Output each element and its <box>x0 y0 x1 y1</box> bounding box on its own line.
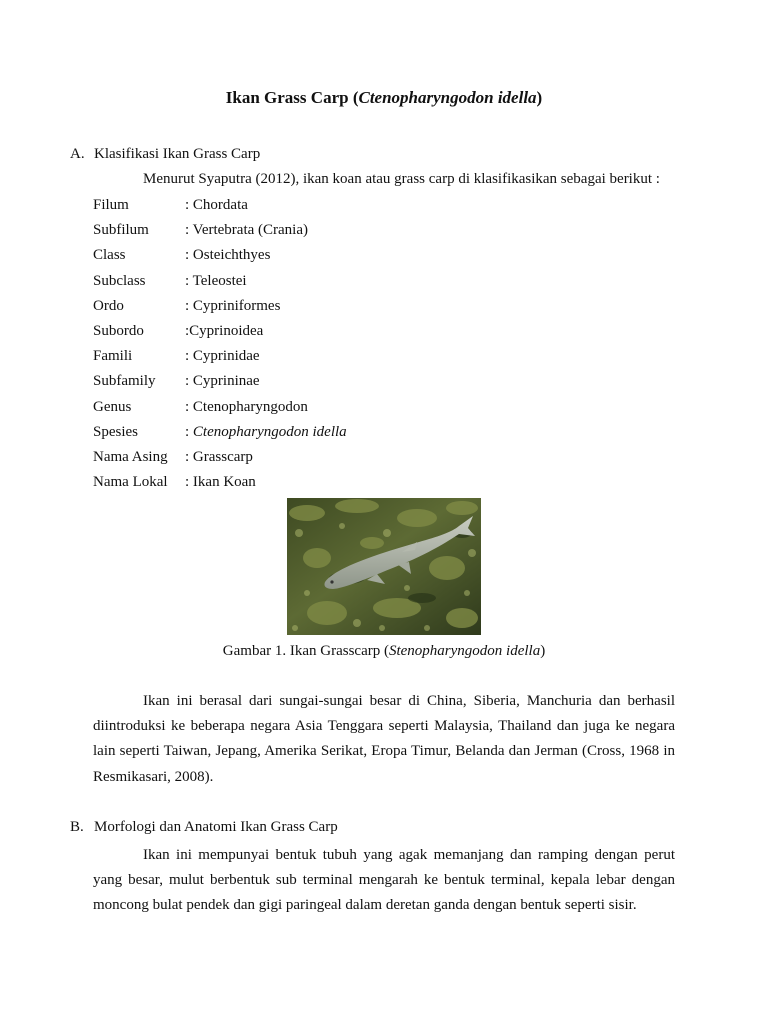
section-b-title: Morfologi dan Anatomi Ikan Grass Carp <box>94 819 338 835</box>
classification-row <box>93 371 347 396</box>
classification-value: : Cyprinidae <box>185 348 260 365</box>
page-title <box>0 88 768 108</box>
section-a-letter: A. <box>70 146 85 162</box>
classification-row <box>93 321 347 346</box>
classification-row <box>93 271 347 296</box>
classification-row <box>93 397 347 422</box>
classification-label: Subfilum <box>93 222 149 239</box>
classification-value: : Chordata <box>185 197 248 213</box>
classification-row <box>93 346 347 371</box>
classification-label: Nama Lokal <box>93 474 168 491</box>
classification-row <box>93 447 347 472</box>
classification-row <box>93 245 347 270</box>
classification-value: : Teleostei <box>185 272 247 289</box>
morphology-paragraph <box>93 843 675 919</box>
classification-value: : Cypriniformes <box>185 297 281 314</box>
classification-table <box>93 195 347 497</box>
classification-label: Filum <box>93 197 129 213</box>
classification-label: Spesies <box>93 423 138 440</box>
classification-row <box>93 422 347 447</box>
classification-label: Genus <box>93 398 132 415</box>
classification-row <box>93 220 347 245</box>
caption-prefix: Gambar 1. Ikan Grasscarp ( <box>222 643 389 659</box>
classification-label: Subclass <box>93 272 146 289</box>
title-close: ) <box>536 88 543 107</box>
classification-value-italic: Ctenopharyngodon idella <box>192 423 347 440</box>
grass-carp-photo <box>287 498 481 635</box>
figure-caption <box>0 643 768 660</box>
section-a-title: Klasifikasi Ikan Grass Carp <box>94 146 261 162</box>
title-text: Ikan Grass Carp ( <box>225 88 359 107</box>
caption-species: Stenopharyngodon idella <box>388 643 541 659</box>
classification-label: Class <box>93 247 126 264</box>
classification-label: Nama Asing <box>93 448 168 465</box>
classification-label: Famili <box>93 348 133 365</box>
classification-label: Subordo <box>93 322 144 339</box>
classification-value: : Ikan Koan <box>185 474 256 491</box>
classification-intro: Menurut Syaputra (2012), ikan koan atau grass carp di klasifikasikan sebagai berikut : <box>143 171 660 187</box>
classification-value: : Osteichthyes <box>185 247 271 264</box>
classification-label: Ordo <box>93 297 124 314</box>
classification-value: : Cyprininae <box>185 373 260 390</box>
origin-paragraph-text: Ikan ini berasal dari sungai-sungai besar di China, Siberia, Manchuria dan berhasil diintroduksi ke beberapa negara Asia Tenggara seperti Malaysia, Thailand dan juga ke negara lain seperti Taiwan, Jepang, Amerika Serikat, Eropa Timur, Belanda dan Jerman (Cross, 1968 in Resmikasari, 2008). <box>93 693 675 785</box>
section-b-letter: B. <box>70 819 84 835</box>
classification-value: : Grasscarp <box>185 448 253 465</box>
classification-row <box>93 472 347 497</box>
classification-value: : Vertebrata (Crania) <box>185 222 308 239</box>
classification-value: : Ctenopharyngodon <box>185 398 308 415</box>
title-species: Ctenopharyngodon idella <box>358 88 537 107</box>
classification-row <box>93 296 347 321</box>
origin-paragraph <box>93 689 675 790</box>
classification-value-prefix: : <box>185 423 193 440</box>
section-b-heading <box>70 819 338 836</box>
classification-value: :Cyprinoidea <box>185 322 264 339</box>
morphology-paragraph-text: Ikan ini mempunyai bentuk tubuh yang agak memanjang dan ramping dengan perut yang besar, mulut berbentuk sub terminal mengarah ke bentuk terminal, kepala lebar dengan moncong bulat pendek dan gigi paringeal dalam deretan ganda dengan bentuk seperti sisir. <box>93 847 675 914</box>
classification-label: Subfamily <box>93 373 156 390</box>
caption-suffix: ) <box>540 643 546 659</box>
classification-row <box>93 195 347 220</box>
section-a-heading <box>70 146 260 163</box>
